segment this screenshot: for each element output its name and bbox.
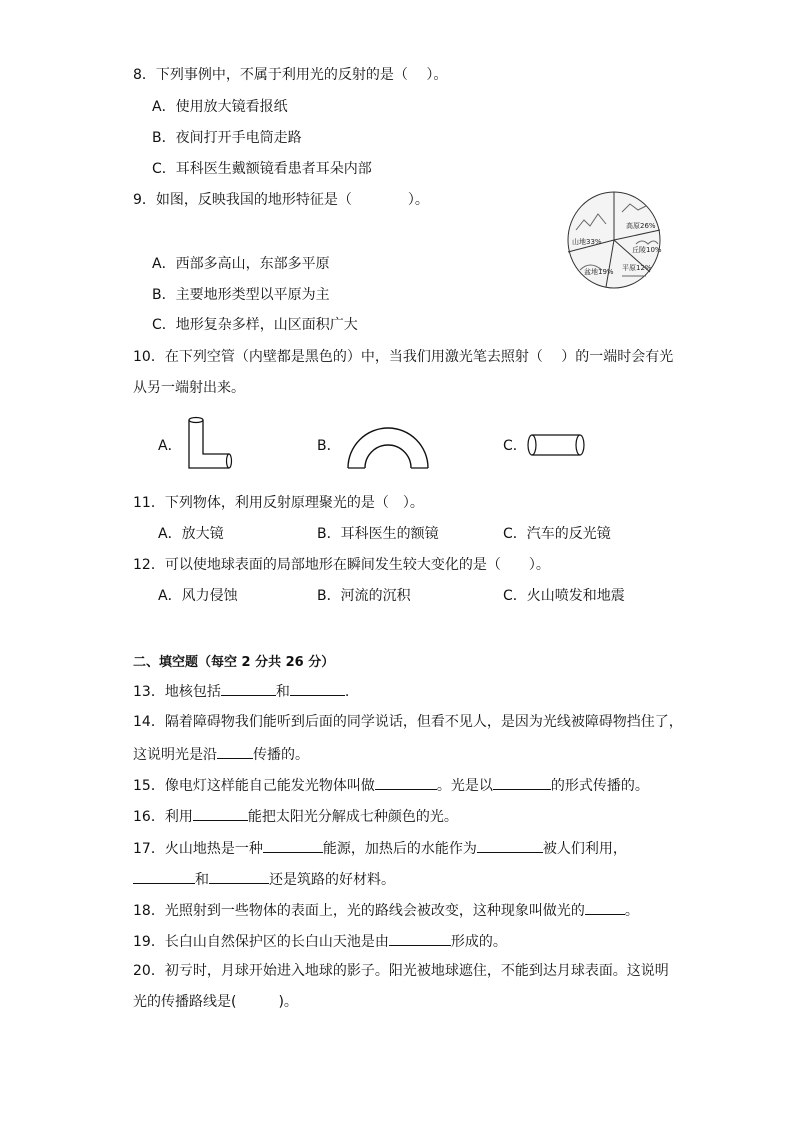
q16-text-1: 16．利用	[133, 809, 193, 825]
section-2-title: 二、填空题（每空 2 分共 26 分）	[133, 655, 335, 670]
q16-text-2: 能把太阳光分解成七种颜色的光。	[247, 809, 458, 825]
q19-text-2: 形成的。	[450, 934, 507, 950]
pie-label-mountain: 山地33%	[572, 238, 602, 246]
q17-text-3: 被人们利用，	[542, 841, 627, 857]
q16	[133, 806, 458, 826]
q12-option-b: B．河流的沉积	[317, 588, 411, 604]
l-shaped-tube-icon	[185, 416, 235, 472]
q19-blank-1[interactable]	[389, 931, 451, 946]
q11-option-a: A．放大镜	[158, 526, 224, 542]
terrain-pie-chart	[566, 190, 662, 290]
q15-blank-2[interactable]	[493, 775, 551, 790]
pie-label-hills: 丘陵10%	[632, 246, 662, 254]
q15-text-1: 15．像电灯这样能自己能发光物体叫做	[133, 778, 375, 794]
q17-text-4: 和	[195, 872, 209, 888]
pie-label-basin: 盆地19%	[584, 268, 614, 276]
q19	[133, 931, 507, 951]
q13-blank-1[interactable]	[221, 681, 276, 696]
arch-tube-icon	[345, 424, 431, 472]
q18-blank-1[interactable]	[585, 900, 625, 915]
q8-option-b: B．夜间打开手电筒走路	[152, 130, 302, 146]
q17-blank-3[interactable]	[133, 869, 195, 884]
q12-stem: 12．可以使地球表面的局部地形在瞬间发生较大变化的是（ ）。	[133, 557, 550, 573]
q17-blank-2[interactable]	[477, 838, 543, 853]
q12-option-c: C．火山喷发和地震	[503, 588, 625, 604]
q11-stem: 11．下列物体，利用反射原理聚光的是（ ）。	[133, 495, 424, 511]
q8-stem: 8．下列事例中，不属于利用光的反射的是（ ）。	[133, 67, 448, 83]
q10-stem-line1: 10．在下列空管（内壁都是黑色的）中，当我们用激光笔去照射（ ）的一端时会有光	[133, 349, 674, 365]
q9-option-c: C．地形复杂多样，山区面积广大	[152, 317, 358, 333]
q17-line1	[133, 838, 627, 858]
q8-option-a: A．使用放大镜看报纸	[152, 99, 288, 115]
q15	[133, 775, 649, 795]
q14-blank-1[interactable]	[217, 744, 253, 759]
pie-label-plateau: 高原26%	[626, 222, 656, 230]
q11-option-b: B．耳科医生的额镜	[317, 526, 439, 542]
q10-option-b-label: B．	[317, 438, 341, 454]
q12-option-a: A．风力侵蚀	[158, 588, 238, 604]
q9-option-a: A．西部多高山，东部多平原	[152, 256, 330, 272]
q14-line1: 14．隔着障碍物我们能听到后面的同学说话，但看不见人，是因为光线被障碍物挡住了，	[133, 714, 683, 730]
q19-text-1: 19．长白山自然保护区的长白山天池是由	[133, 934, 389, 950]
q17-text-1: 17．火山地热是一种	[133, 841, 263, 857]
q10-option-a-label: A．	[158, 438, 182, 454]
q14-text-2: 传播的。	[253, 747, 309, 763]
q18	[133, 900, 639, 920]
q16-blank-1[interactable]	[193, 806, 248, 821]
q13-blank-2[interactable]	[290, 681, 345, 696]
q13-text-1: 13．地核包括	[133, 684, 221, 700]
q13-text-3: .	[344, 684, 350, 700]
q15-text-3: 的形式传播的。	[550, 778, 649, 794]
q14-text-1: 这说明光是沿	[133, 747, 217, 763]
q17-line2	[133, 869, 395, 889]
q17-text-2: 能源，加热后的水能作为	[322, 841, 477, 857]
pie-label-plain: 平原12%	[622, 264, 652, 272]
q9-stem: 9．如图，反映我国的地形特征是（ ）。	[133, 192, 429, 208]
q9-option-b: B．主要地形类型以平原为主	[152, 287, 330, 303]
q14-line2	[133, 744, 309, 764]
straight-tube-icon	[526, 432, 588, 458]
q10-stem-line2: 从另一端射出来。	[133, 380, 245, 396]
q18-text-1: 18．光照射到一些物体的表面上，光的路线会被改变，这种现象叫做光的	[133, 903, 585, 919]
q8-option-c: C．耳科医生戴额镜看患者耳朵内部	[152, 161, 372, 177]
q20-line2: 光的传播路线是( )。	[133, 994, 298, 1010]
q20-line1: 20．初亏时，月球开始进入地球的影子。阳光被地球遮住，不能到达月球表面。这说明	[133, 963, 669, 979]
q13	[133, 681, 349, 701]
q11-option-c: C．汽车的反光镜	[503, 526, 611, 542]
q17-blank-1[interactable]	[263, 838, 323, 853]
q15-blank-1[interactable]	[375, 775, 437, 790]
q18-text-2: 。	[624, 903, 639, 919]
q17-blank-4[interactable]	[209, 869, 269, 884]
q10-option-c-label: C．	[503, 438, 527, 454]
q17-text-5: 还是筑路的好材料。	[269, 872, 395, 888]
q13-text-2: 和	[275, 684, 290, 700]
q15-text-2: 。光是以	[436, 778, 493, 794]
